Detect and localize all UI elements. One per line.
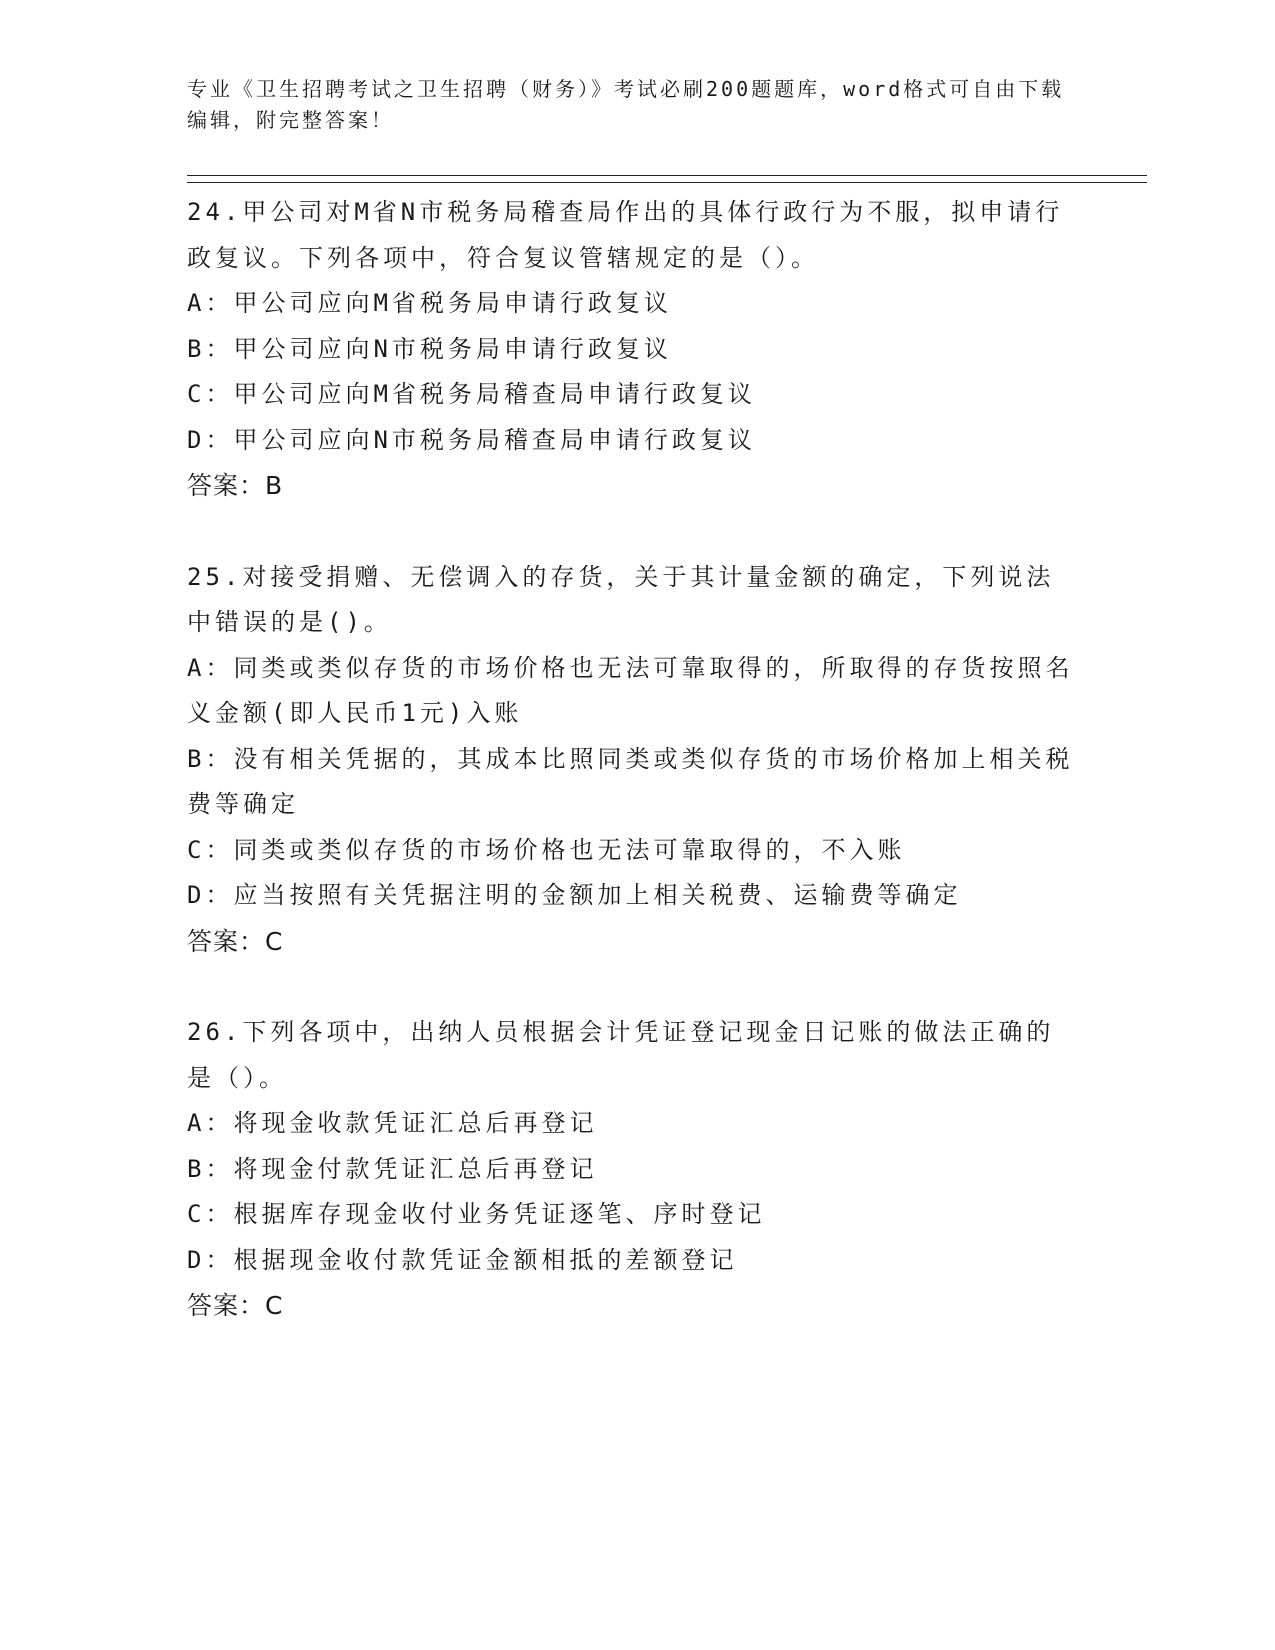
option-c: C：根据库存现金收付业务凭证逐笔、序时登记 (187, 1200, 766, 1228)
document-header: 专业《卫生招聘考试之卫生招聘（财务）》考试必刷200题题库，word格式可自由下载编辑，附完整答案！ (187, 77, 1065, 132)
question-stem: 26.下列各项中，出纳人员根据会计凭证登记现金日记账的做法正确的是（）。 (187, 1018, 1055, 1092)
question-24 (187, 190, 1077, 509)
question-stem: 24.甲公司对M省N市税务局稽查局作出的具体行政行为不服，拟申请行政复议。下列各项中，符合复议管辖规定的是（）。 (187, 198, 1064, 272)
option-a: A：将现金收款凭证汇总后再登记 (187, 1109, 598, 1137)
answer: 答案：B (187, 471, 284, 500)
option-a: A：甲公司应向M省税务局申请行政复议 (187, 289, 672, 317)
option-b: B：没有相关凭据的，其成本比照同类或类似存货的市场价格加上相关税费等确定 (187, 744, 1074, 818)
answer: 答案：C (187, 926, 284, 956)
option-c: C：甲公司应向M省税务局稽查局申请行政复议 (187, 380, 756, 408)
question-25 (187, 555, 1077, 965)
header-divider-top (187, 175, 1147, 176)
question-26 (187, 1010, 1077, 1329)
option-a: A：同类或类似存货的市场价格也无法可靠取得的，所取得的存货按照名义金额(即人民币1元)入账 (187, 653, 1074, 727)
header-divider-bottom (187, 182, 1147, 183)
option-b: B：甲公司应向N市税务局申请行政复议 (187, 334, 672, 363)
answer: 答案：C (187, 1291, 284, 1320)
option-d: D：甲公司应向N市税务局稽查局申请行政复议 (187, 425, 756, 454)
option-b: B：将现金付款凭证汇总后再登记 (187, 1154, 598, 1183)
option-d: D：根据现金收付款凭证金额相抵的差额登记 (187, 1245, 738, 1274)
question-stem: 25.对接受捐赠、无偿调入的存货，关于其计量金额的确定，下列说法中错误的是()。 (187, 562, 1055, 636)
option-d: D：应当按照有关凭据注明的金额加上相关税费、运输费等确定 (187, 881, 962, 909)
question-list (187, 190, 1077, 1375)
option-c: C：同类或类似存货的市场价格也无法可靠取得的，不入账 (187, 835, 906, 864)
